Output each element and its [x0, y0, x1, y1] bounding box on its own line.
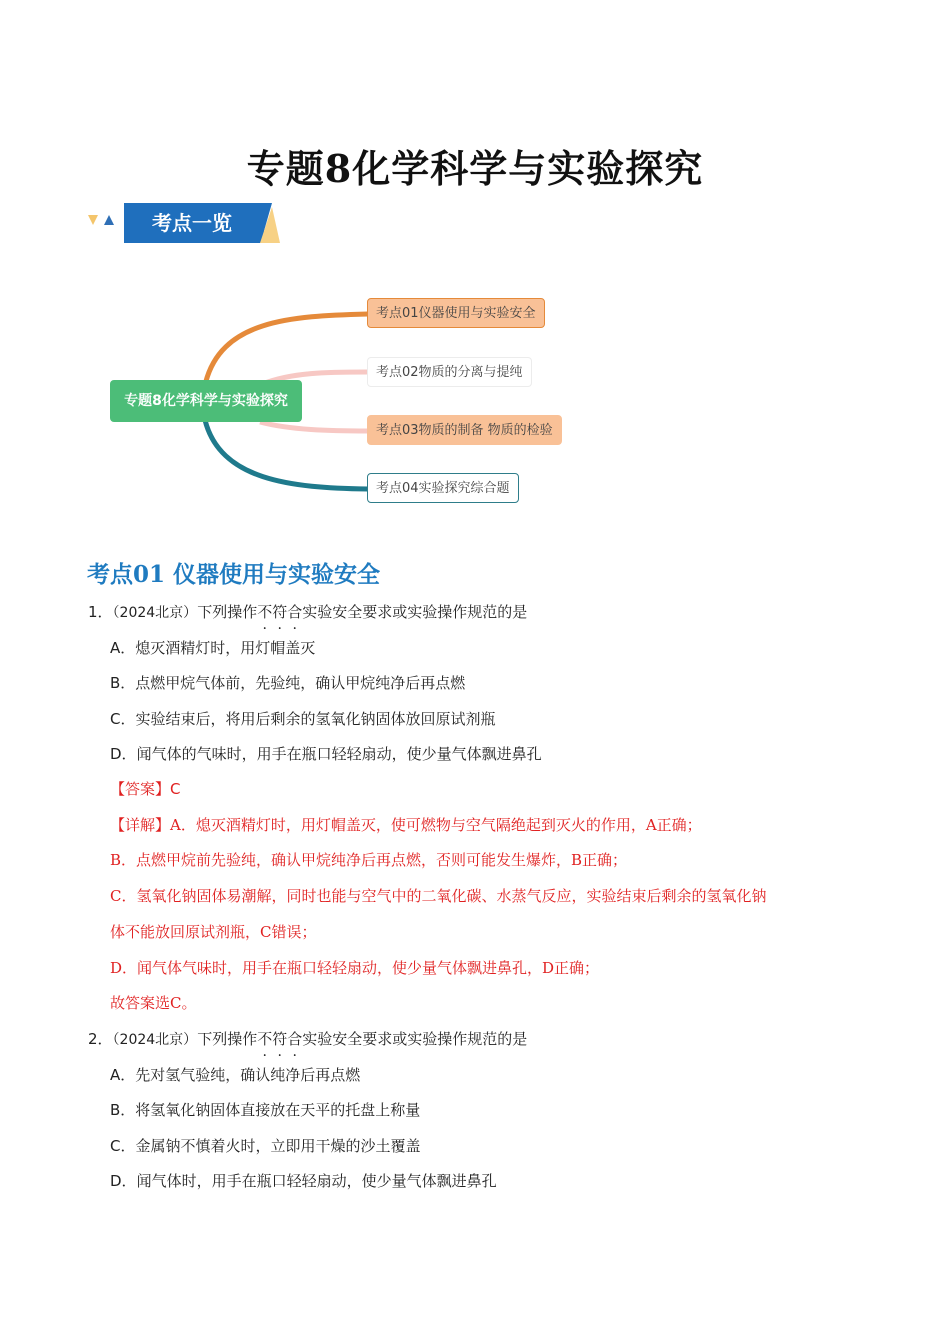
emphasis-char: 合 — [287, 603, 303, 621]
detail-line-5: D．闻气体气味时，用手在瓶口轻轻扇动，使少量气体飘进鼻孔，D正确； — [110, 959, 600, 977]
option-letter: B． — [110, 674, 136, 692]
detail-line-6: 故答案选C。 — [110, 994, 197, 1012]
option-b — [110, 672, 465, 693]
option-text: 将氢氧化钠固体直接放在天平的托盘上称量 — [135, 1101, 421, 1119]
option-letter: D． — [110, 1172, 137, 1190]
section-heading: 考点01 仪器使用与实验安全 — [87, 561, 381, 588]
stem-text: 实验安全要求或实验操作规范的是 — [302, 1030, 528, 1048]
question-number: 2． — [88, 1030, 113, 1048]
question-source: （2024北京） — [112, 605, 198, 621]
detail-line-4: 体不能放回原试剂瓶，C错误； — [110, 923, 317, 941]
answer-line — [110, 778, 181, 799]
page-title: 专题8化学科学与实验探究 — [246, 146, 704, 191]
emphasis-char: 合 — [287, 1030, 303, 1048]
question-1-stem — [88, 601, 527, 622]
emphasis-char: 不 — [257, 603, 273, 621]
stem-text: 下列操作 — [197, 603, 258, 621]
mindmap-root-node: 专题8化学科学与实验探究 — [110, 380, 302, 422]
option-text: 先对氢气验纯，确认纯净后再点燃 — [135, 1066, 361, 1084]
option-a — [110, 1064, 360, 1085]
option-letter: A． — [110, 639, 136, 657]
mindmap-node-2: 考点02物质的分离与提纯 — [367, 357, 532, 387]
stem-text: 实验安全要求或实验操作规范的是 — [302, 603, 528, 621]
option-c — [110, 708, 496, 729]
option-letter: A． — [110, 1066, 136, 1084]
option-letter: C． — [110, 710, 136, 728]
option-letter: D． — [110, 745, 137, 763]
banner-label: 考点一览 — [152, 211, 232, 235]
detail-line-2: B．点燃甲烷前先验纯，确认甲烷纯净后再点燃，否则可能发生爆炸，B正确； — [110, 851, 628, 869]
detail-line-3: C．氢氧化钠固体易潮解，同时也能与空气中的二氧化碳、水蒸气反应，实验结束后剩余的氢氧化钠 — [110, 887, 767, 905]
answer-value: C — [170, 780, 181, 798]
emphasis-char: 符 — [272, 603, 288, 621]
mindmap-node-3: 考点03物质的制备 物质的检验 — [367, 415, 562, 445]
question-number: 1． — [88, 603, 113, 621]
option-text: 点燃甲烷气体前，先验纯，确认甲烷纯净后再点燃 — [135, 674, 466, 692]
option-c — [110, 1135, 421, 1156]
option-text: 金属钠不慎着火时，立即用干燥的沙土覆盖 — [135, 1137, 421, 1155]
option-text: 闻气体的气味时，用手在瓶口轻轻扇动，使少量气体飘进鼻孔 — [136, 745, 542, 763]
option-d — [110, 1170, 497, 1191]
question-2-stem — [88, 1028, 527, 1049]
option-a — [110, 637, 315, 658]
option-d — [110, 743, 542, 764]
option-text: 熄灭酒精灯时，用灯帽盖灭 — [135, 639, 316, 657]
detail-label: 【详解】 — [110, 816, 171, 834]
emphasis-char: 不 — [257, 1030, 273, 1048]
question-source: （2024北京） — [112, 1032, 198, 1048]
mindmap-node-4: 考点04实验探究综合题 — [367, 473, 519, 503]
emphasis-char: 符 — [272, 1030, 288, 1048]
option-letter: C． — [110, 1137, 136, 1155]
detail-line-1 — [110, 814, 702, 835]
stem-text: 下列操作 — [197, 1030, 258, 1048]
answer-label: 【答案】 — [110, 780, 171, 798]
branch-line-3 — [260, 422, 368, 431]
mindmap-node-1: 考点01仪器使用与实验安全 — [367, 298, 545, 328]
option-b — [110, 1099, 420, 1120]
option-text: 实验结束后，将用后剩余的氢氧化钠固体放回原试剂瓶 — [135, 710, 496, 728]
option-letter: B． — [110, 1101, 136, 1119]
detail-text: A．熄灭酒精灯时，用灯帽盖灭，使可燃物与空气隔绝起到灭火的作用，A正确； — [170, 816, 702, 834]
option-text: 闻气体时，用手在瓶口轻轻扇动，使少量气体飘进鼻孔 — [136, 1172, 497, 1190]
